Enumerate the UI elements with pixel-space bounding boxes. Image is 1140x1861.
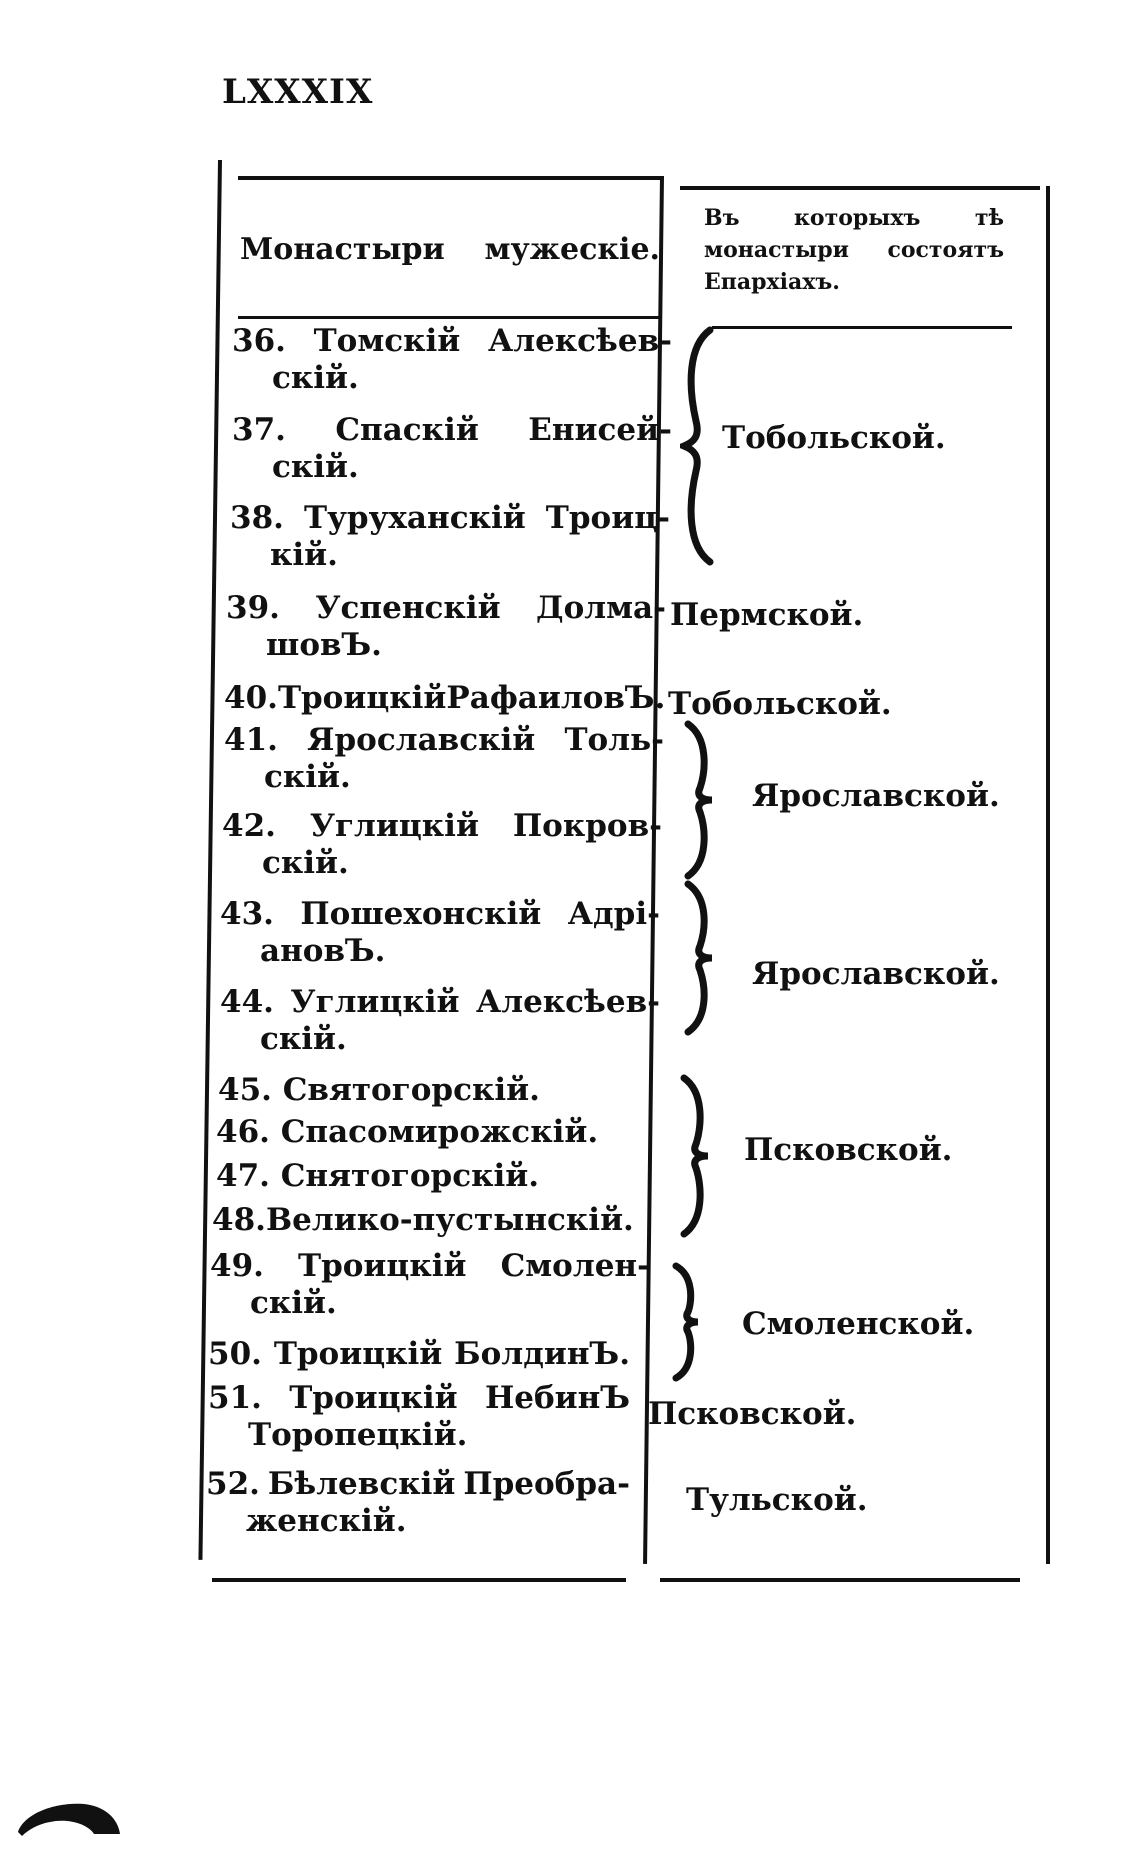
entry-continuation: скій. <box>260 1021 347 1057</box>
page-number: LXXXIX <box>222 72 374 112</box>
entry-45 <box>218 1072 658 1109</box>
entry-continuation: ановЪ. <box>260 933 386 969</box>
diocese-tobolsk-2: Тобольской. <box>668 686 892 722</box>
rule-bottom-left <box>212 1578 626 1582</box>
entry-continuation: скій. <box>262 845 349 881</box>
entry-36 <box>232 323 672 397</box>
entry-number: 47. <box>216 1158 270 1194</box>
entry-name: Успенскій <box>315 590 501 626</box>
entry-name: Троицкій <box>277 680 447 716</box>
entry-name: Долма- <box>536 590 666 626</box>
entry-number: 45. <box>218 1072 272 1108</box>
entry-number: 39. <box>226 590 280 626</box>
entry-number: 52. <box>206 1466 260 1502</box>
header-word-2: мужескіе. <box>484 232 660 267</box>
brace-yaroslavl-2 <box>678 880 718 1036</box>
entry-49 <box>210 1248 650 1322</box>
diocese-smolensk: Смоленской. <box>742 1306 975 1342</box>
entry-51 <box>208 1380 630 1454</box>
rule-right-border <box>1046 186 1050 1564</box>
entry-44 <box>220 984 660 1058</box>
entry-number: 41. <box>224 722 278 758</box>
entry-39 <box>226 590 666 664</box>
entry-name: Томскій <box>313 323 461 359</box>
entry-continuation: кій. <box>270 537 338 573</box>
entry-name: Велико-пустынскій. <box>265 1202 634 1238</box>
entry-name: РафаиловЪ. <box>446 680 666 716</box>
brace-yaroslavl-1 <box>678 720 718 880</box>
header-word-1: Монастыри <box>240 232 445 267</box>
entry-name: Спаскій <box>335 412 479 448</box>
entry-name: Адрі- <box>567 896 660 932</box>
entry-48 <box>212 1202 652 1239</box>
entry-name: НебинЪ <box>484 1380 630 1416</box>
entry-number: 46. <box>216 1114 270 1150</box>
entry-number: 48. <box>212 1202 266 1238</box>
brace-pskov <box>674 1074 714 1238</box>
entry-number: 40. <box>224 680 278 716</box>
entry-name: Смолен- <box>500 1248 650 1284</box>
entry-number: 51. <box>208 1380 262 1416</box>
diocese-pskov: Псковской. <box>744 1132 953 1168</box>
rule-top-left <box>238 176 660 180</box>
entry-name: Покров- <box>512 808 662 844</box>
entry-name: Пошехонскій <box>300 896 542 932</box>
entry-40 <box>224 680 666 717</box>
rule-bottom-right <box>660 1578 1020 1582</box>
entry-number: 37. <box>232 412 286 448</box>
entry-43 <box>220 896 660 970</box>
entry-number: 42. <box>222 808 276 844</box>
diocese-tula: Тульской. <box>686 1482 868 1518</box>
entry-50 <box>208 1336 630 1373</box>
entry-38 <box>230 500 670 574</box>
entry-number: 36. <box>232 323 286 359</box>
rule-top-right <box>680 186 1040 190</box>
entry-number: 43. <box>220 896 274 932</box>
entry-52 <box>206 1466 630 1540</box>
entry-number: 49. <box>210 1248 264 1284</box>
entry-name: Троиц- <box>545 500 670 536</box>
entry-name: Троицкій <box>298 1248 467 1284</box>
brace-smolensk <box>668 1262 704 1382</box>
entry-name: Троицкій <box>289 1380 458 1416</box>
entry-name: Снятогорскій. <box>280 1158 540 1194</box>
diocese-tobolsk: Тобольской. <box>722 420 946 456</box>
diocese-yaroslavl: Ярославской. <box>752 778 1000 814</box>
column-header-dioceses: Въ которыхъ тѣ монастыри состоятъ Епархіахъ. <box>704 205 1004 295</box>
entry-name: Троицкій <box>273 1336 443 1372</box>
diocese-yaroslavl-2: Ярославской. <box>752 956 1000 992</box>
entry-41 <box>224 722 664 796</box>
rule-header-left <box>238 316 660 319</box>
entry-37 <box>232 412 672 486</box>
diocese-perm: Пермской. <box>670 597 864 633</box>
column-header-monasteries <box>240 232 660 267</box>
rule-header-right <box>712 326 1012 329</box>
entry-42 <box>222 808 662 882</box>
entry-continuation: скій. <box>272 360 359 396</box>
entry-name: Углицкій <box>290 984 460 1020</box>
entry-name: Енисей- <box>528 412 672 448</box>
entry-continuation: скій. <box>264 759 351 795</box>
diocese-pskov-2: Псковской. <box>648 1396 857 1432</box>
entry-continuation: женскій. <box>246 1503 407 1539</box>
brace-tobolsk <box>680 326 724 566</box>
entry-name: Углицкій <box>309 808 479 844</box>
entry-continuation: Торопецкій. <box>248 1417 468 1453</box>
entry-name: Алексѣев- <box>487 323 672 359</box>
ink-blot <box>14 1796 124 1838</box>
entry-continuation: шовЪ. <box>266 627 382 663</box>
entry-name: Ярославскій <box>307 722 536 758</box>
entry-number: 44. <box>220 984 274 1020</box>
entry-name: Преобра- <box>463 1466 630 1502</box>
entry-name: Святогорскій. <box>282 1072 540 1108</box>
entry-number: 50. <box>208 1336 262 1372</box>
entry-continuation: скій. <box>250 1285 337 1321</box>
entry-name: Алексѣев- <box>475 984 660 1020</box>
entry-name: Туруханскій <box>304 500 526 536</box>
entry-name: Спасомирожскій. <box>280 1114 599 1150</box>
entry-number: 38. <box>230 500 284 536</box>
entry-name: Бѣлевскій <box>267 1466 456 1502</box>
entry-name: БолдинЪ. <box>454 1336 630 1372</box>
entry-name: Толь- <box>564 722 664 758</box>
entry-continuation: скій. <box>272 449 359 485</box>
entry-46 <box>216 1114 656 1151</box>
entry-47 <box>216 1158 656 1195</box>
